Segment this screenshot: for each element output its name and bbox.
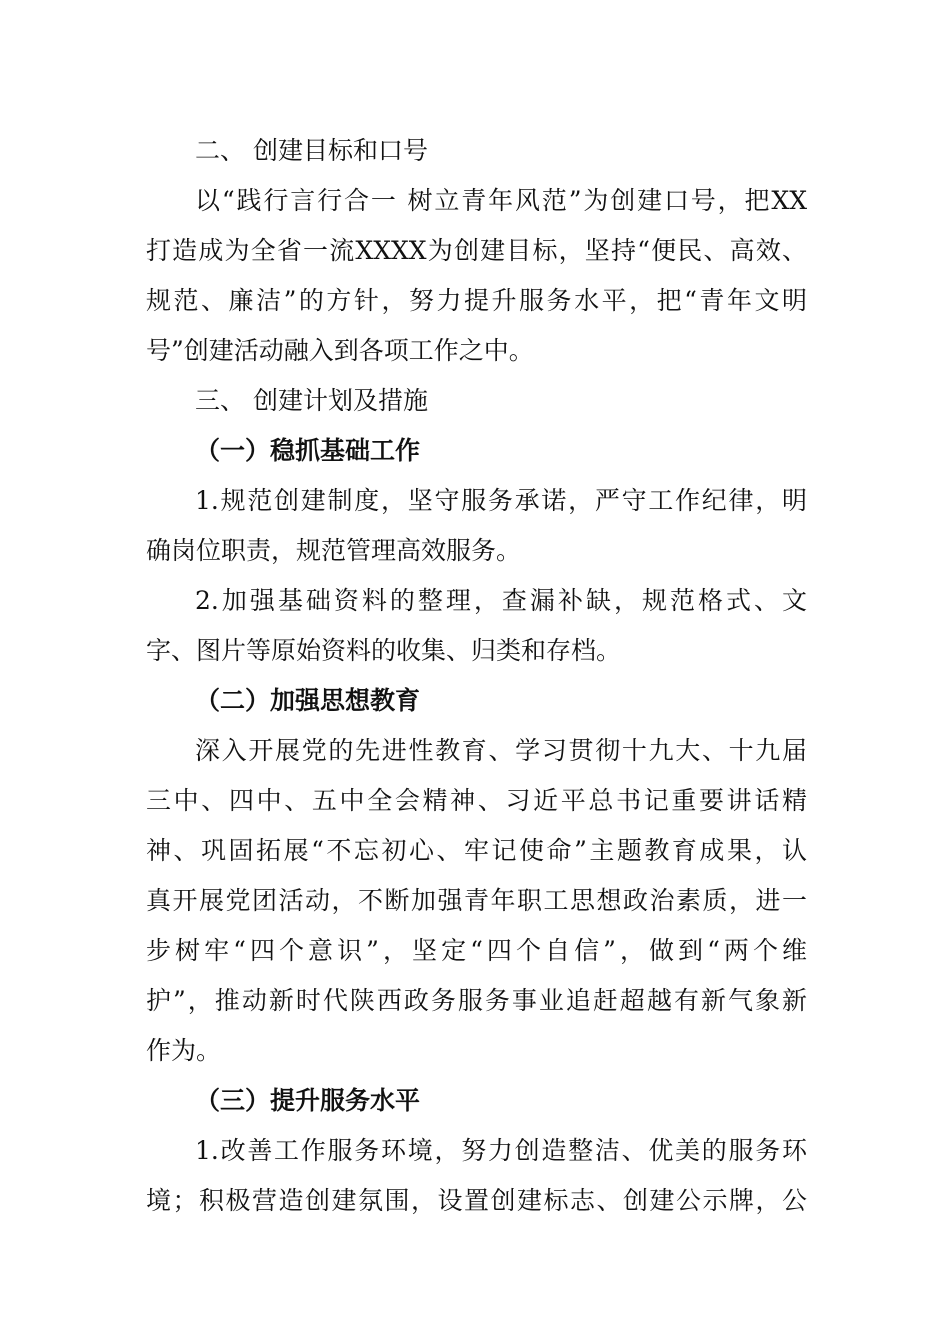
paragraph-line: 真开展党团活动，不断加强青年职工思想政治素质，进一 [146,886,807,915]
list-item-line: 2.加强基础资料的整理，查漏补缺，规范格式、文 [195,586,807,615]
subsection-heading-3: （三）提升服务水平 [195,1086,421,1115]
list-item-line: 境；积极营造创建氛围，设置创建标志、创建公示牌，公 [146,1186,807,1215]
subsection-heading-1: （一）稳抓基础工作 [195,436,421,465]
paragraph-line: 步树牢“四个意识”，坚定“四个自信”，做到“两个维 [146,936,807,965]
paragraph-line: 打造成为全省一流XXXX为创建目标，坚持“便民、高效、 [146,236,807,265]
list-item-line: 确岗位职责，规范管理高效服务。 [146,536,522,565]
section-heading-2: 二、 创建目标和口号 [195,136,428,165]
paragraph-line: 规范、廉洁”的方针，努力提升服务水平，把“青年文明 [146,286,807,315]
list-item-line: 字、图片等原始资料的收集、归类和存档。 [146,636,622,665]
paragraph-line: 作为。 [146,1036,222,1065]
paragraph-line: 神、巩固拓展“不忘初心、牢记使命”主题教育成果，认 [146,836,807,865]
list-item-line: 1.改善工作服务环境，努力创造整洁、优美的服务环 [195,1136,807,1165]
paragraph-line: 护”，推动新时代陕西政务服务事业追赶超越有新气象新 [146,986,807,1015]
list-item-line: 1.规范创建制度，坚守服务承诺，严守工作纪律，明 [195,486,807,515]
section-heading-3: 三、 创建计划及措施 [195,386,428,415]
paragraph-line: 深入开展党的先进性教育、学习贯彻十九大、十九届 [195,736,807,765]
paragraph-line: 三中、四中、五中全会精神、习近平总书记重要讲话精 [146,786,807,815]
paragraph-line: 号”创建活动融入到各项工作之中。 [146,336,534,365]
paragraph-line: 以“践行言行合一 树立青年风范”为创建口号，把XX [195,186,807,215]
subsection-heading-2: （二）加强思想教育 [195,686,421,715]
